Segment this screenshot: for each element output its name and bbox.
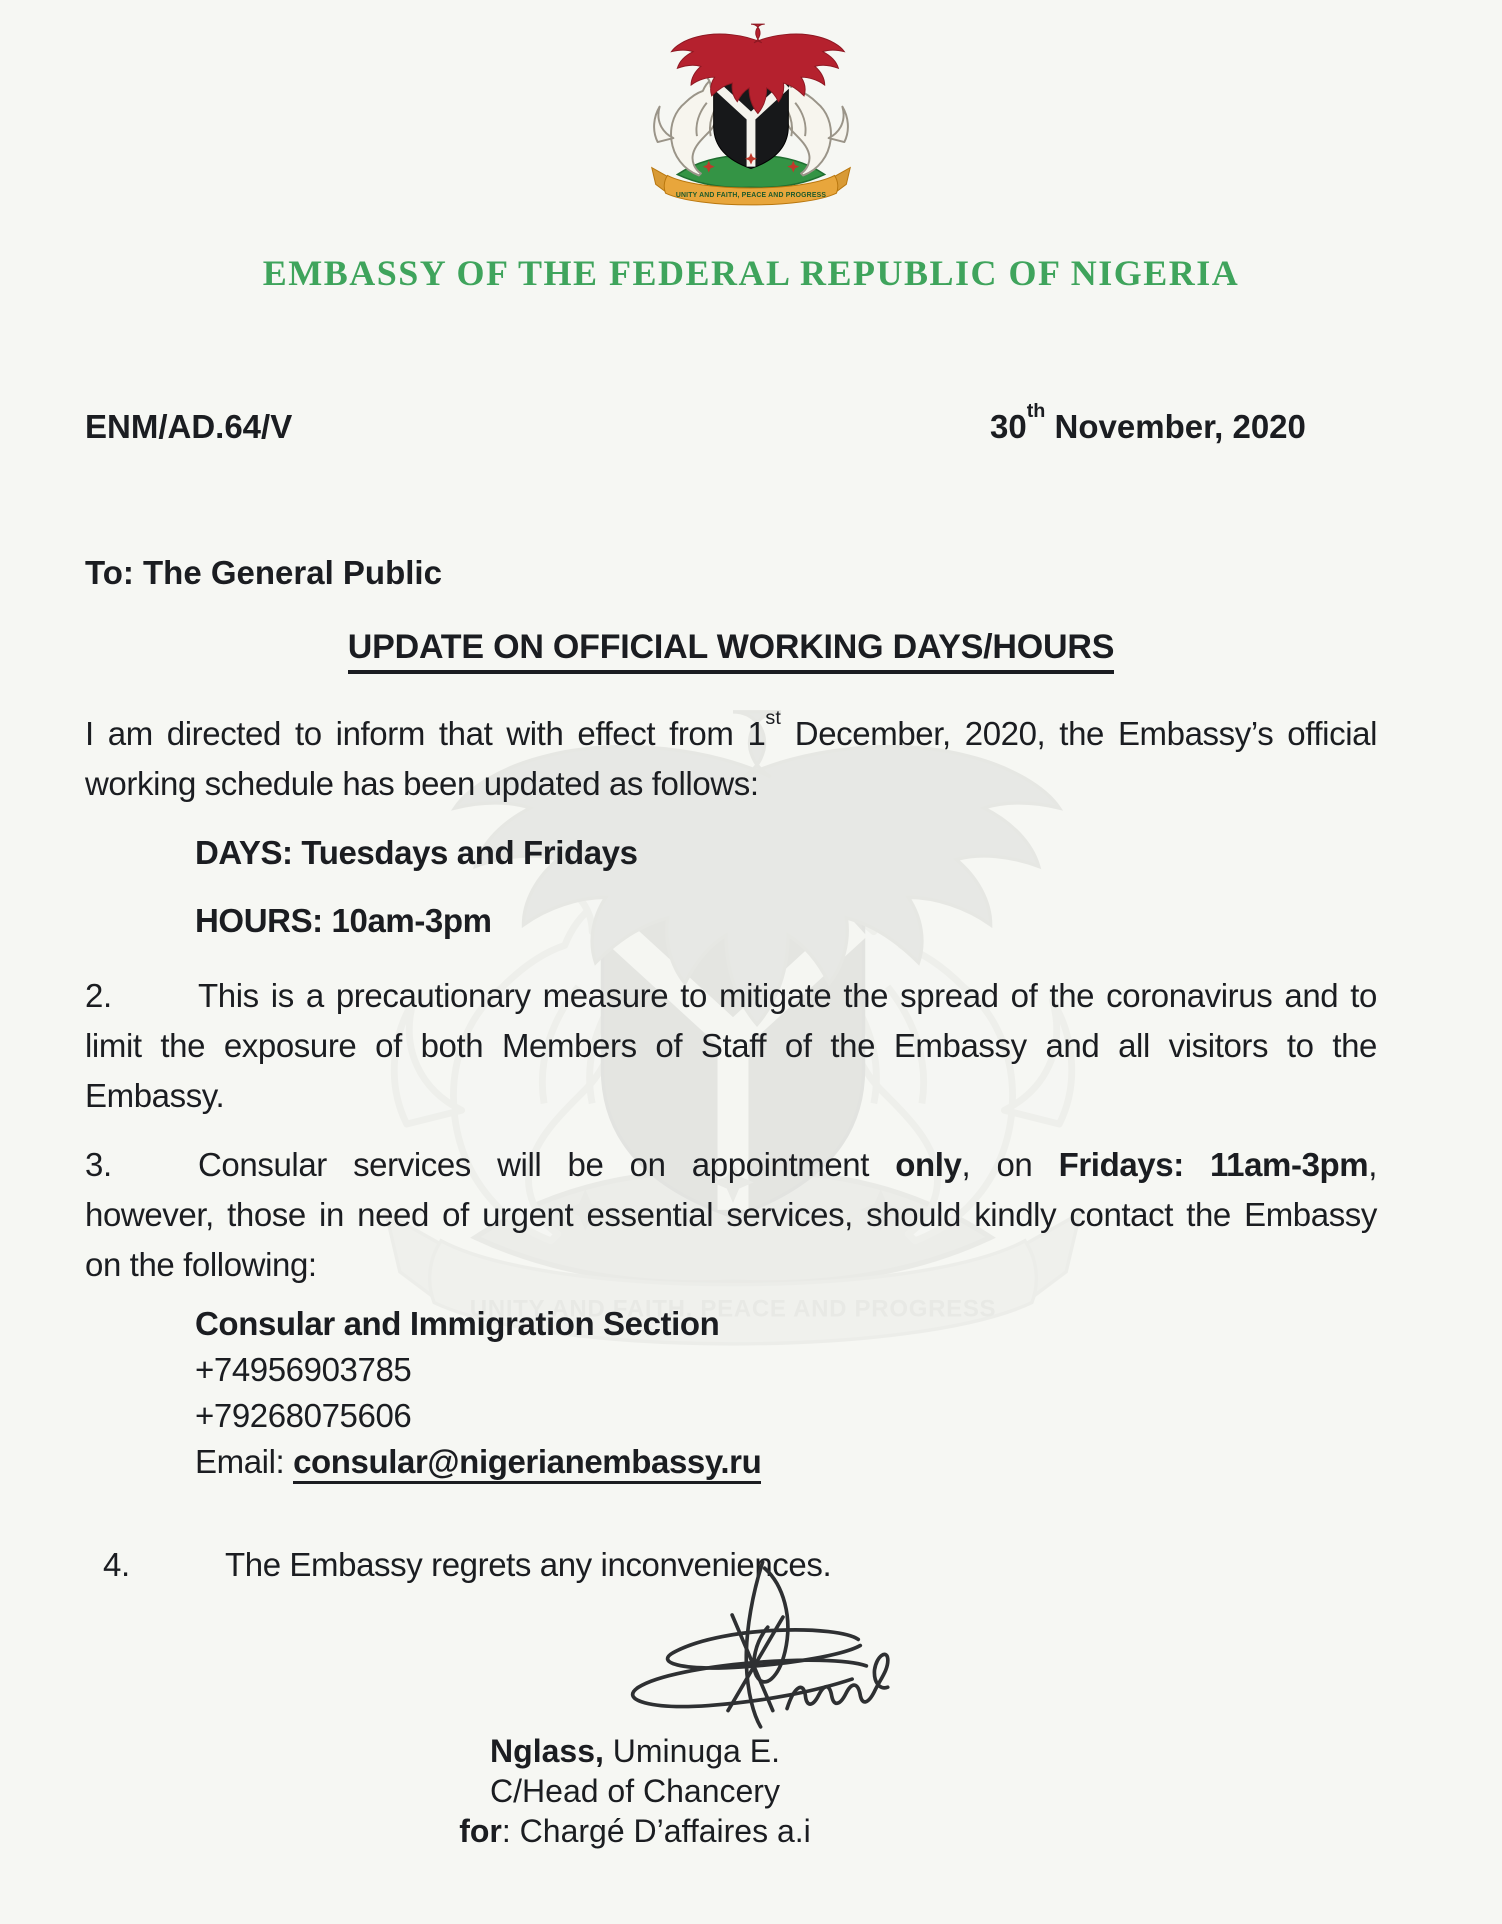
paragraph-3-line-3: on the following: <box>85 1246 317 1283</box>
paragraph-3 <box>85 1140 1377 1290</box>
embassy-letterhead-title: EMBASSY OF THE FEDERAL REPUBLIC OF NIGERIA <box>262 253 1240 293</box>
working-hours-line: HOURS: 10am-3pm <box>195 902 492 939</box>
paragraph-2 <box>85 971 1377 1121</box>
signatory-name: Nglass, Uminuga E. <box>490 1733 780 1769</box>
subject-line: UPDATE ON OFFICIAL WORKING DAYS/HOURS <box>348 628 1114 674</box>
email-label: Email: <box>195 1443 294 1480</box>
motto-text: UNITY AND FAITH, PEACE AND PROGRESS <box>675 192 827 200</box>
reference-date-row <box>85 400 1377 446</box>
contact-email-line <box>195 1439 1377 1485</box>
letter-date: 30th November, 2020 <box>990 400 1306 445</box>
paragraph-3-line-1: 3. Consular services will be on appointment only, on Fridays: 11am-3pm, <box>85 1140 1377 1190</box>
nigeria-coat-of-arms-icon <box>638 20 864 212</box>
paragraph-3-line-2: however, those in need of urgent essential services, should kindly contact the Embassy <box>85 1196 1377 1233</box>
contact-section-title: Consular and Immigration Section <box>195 1305 720 1342</box>
signature-icon <box>612 1556 897 1734</box>
paragraph-1-line-1: I am directed to inform that with effect from 1st December, 2020, the Embassy’s official <box>85 707 1378 752</box>
signatory-title: C/Head of Chancery <box>490 1773 780 1809</box>
paragraph-3-number: 3. <box>85 1146 112 1183</box>
paragraph-1-line-2: working schedule has been updated as follows: <box>85 765 759 802</box>
contact-phone-2: +79268075606 <box>195 1397 412 1434</box>
email-address: consular@nigerianembassy.ru <box>293 1443 761 1484</box>
contact-block <box>85 1301 1377 1485</box>
paragraph-2-number: 2. <box>85 977 112 1014</box>
signatory-block <box>85 1731 1185 1851</box>
paragraph-2-line-1: 2. This is a precautionary measure to mitigate the spread of the coronavirus and to <box>85 971 1377 1021</box>
subject-line-wrap <box>85 628 1377 674</box>
paragraph-2-line-3: Embassy. <box>85 1077 225 1114</box>
signatory-for-line: for: Chargé D’affaires a.i <box>459 1813 811 1849</box>
reference-number: ENM/AD.64/V <box>85 408 293 445</box>
paragraph-4: 4. The Embassy regrets any inconveniences. <box>85 1540 1395 1590</box>
paragraph-2-line-2: limit the exposure of both Members of Staff of the Embassy and all visitors to the <box>85 1027 1377 1064</box>
paragraph-1 <box>85 702 1377 809</box>
contact-phone-1: +74956903785 <box>195 1351 412 1388</box>
working-days-line: DAYS: Tuesdays and Fridays <box>195 834 638 871</box>
paragraph-4-number: 4. <box>103 1546 130 1583</box>
addressee-line: To: The General Public <box>85 554 442 591</box>
